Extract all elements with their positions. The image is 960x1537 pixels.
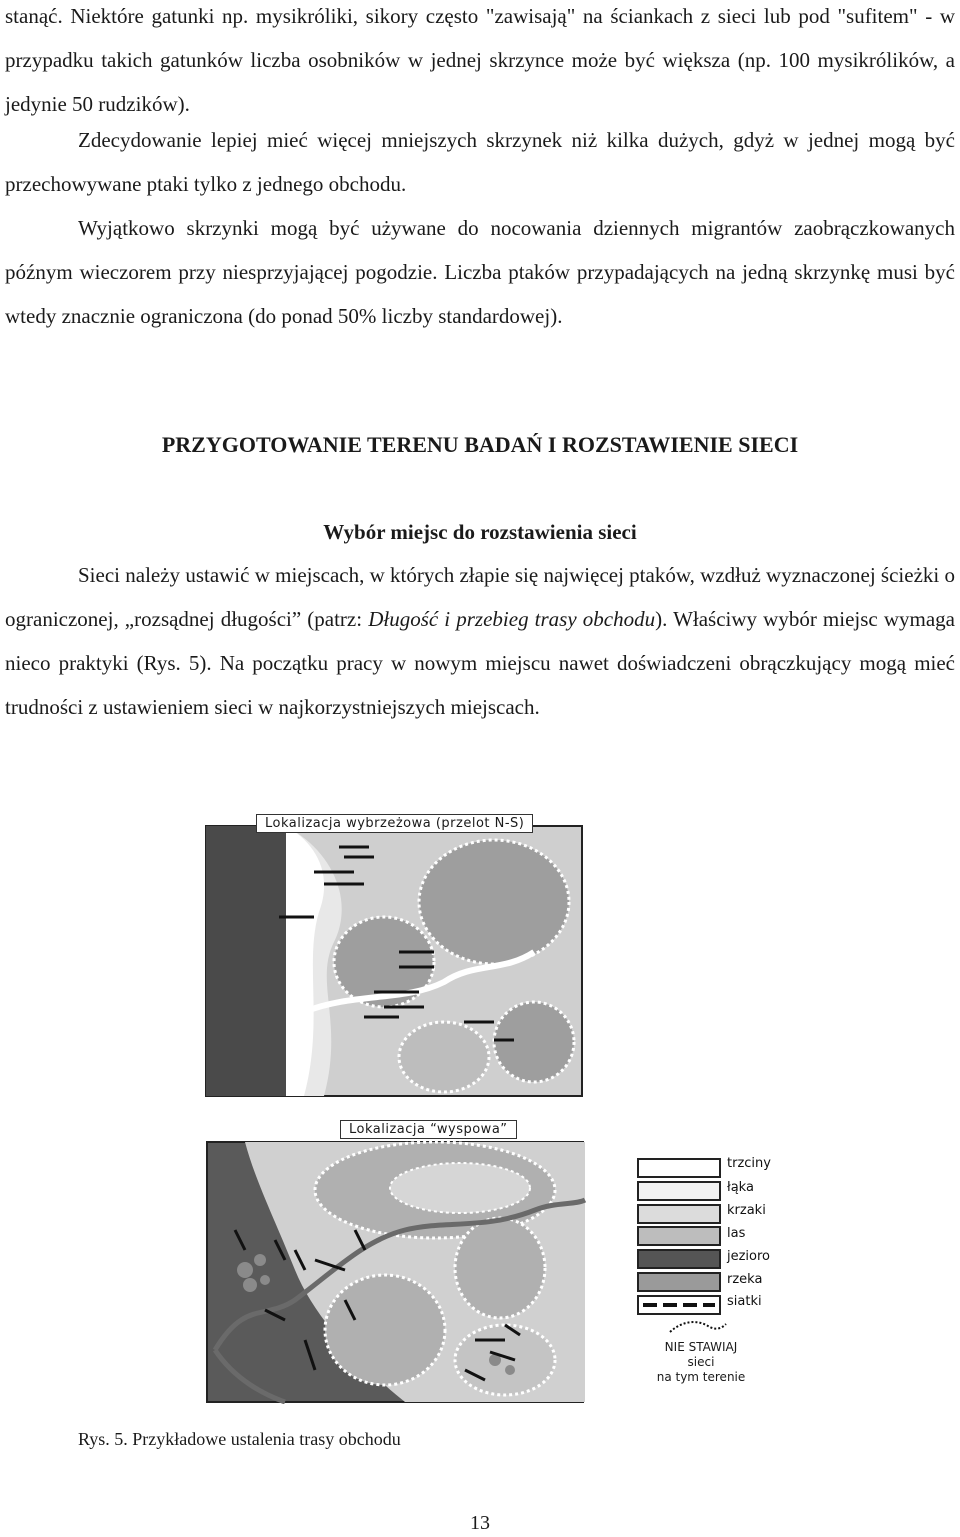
net-placement-text-start: Sieci należy ustawić w miejscach, w których złapie się najwięcej ptaków, wzdłuż wyznaczonej ścieżki o ograniczonej, „rozsądnej długości” (patrz:: [5, 563, 955, 631]
island-map-drawing: [205, 1120, 587, 1404]
legend-label-las: las: [727, 1226, 746, 1241]
coastal-map-title: Lokalizacja wybrzeżowa (przelot N-S): [256, 814, 533, 833]
section-heading: PRZYGOTOWANIE TERENU BADAŃ I ROZSTAWIENIE SIECI: [161, 432, 799, 457]
figure-caption: Rys. 5. Przykładowe ustalenia trasy obchodu: [78, 1429, 401, 1449]
legend-swatch-laka: [637, 1181, 721, 1201]
do-not-place-line2: sieci: [687, 1355, 715, 1369]
subsection-heading: Wybór miejsc do rozstawienia sieci: [323, 520, 637, 544]
paragraph-continuation: stanąć. Niektóre gatunki np. mysikróliki, sikory często "zawisają" na ściankach z sieci lub pod "sufitem" - w przypadku takich gatunków liczba osobników w jednej skrzynce może być większa (np. 100 mysikrólików, a jedynie 50 rudzików).: [5, 4, 955, 116]
legend-label-krzaki: krzaki: [727, 1203, 766, 1218]
do-not-place-note: [651, 1340, 751, 1385]
legend-swatch-jezioro: [637, 1249, 721, 1269]
island-map-title: Lokalizacja “wyspowa”: [340, 1120, 517, 1139]
legend-swatch-trzciny: [637, 1158, 721, 1178]
legend-swatch-las: [637, 1226, 721, 1246]
paragraph-box-size: Zdecydowanie lepiej mieć więcej mniejszych skrzynek niż kilka dużych, gdyż w jednej mogą być przechowywane ptaki tylko z jednego obchodu.: [5, 128, 955, 196]
island-location-map: [205, 1120, 587, 1404]
legend-label-jezioro: jezioro: [727, 1249, 771, 1264]
legend-swatch-krzaki: [637, 1204, 721, 1224]
dotted-boundary-icon: [668, 1318, 728, 1338]
legend-swatch-siatki: [637, 1295, 721, 1315]
paragraph-migrants: Wyjątkowo skrzynki mogą być używane do nocowania dziennych migrantów zaobrączkowanych późnym wieczorem przy niesprzyjającej pogodzie. Liczba ptaków przypadających na jedną skrzynkę musi być wtedy znacznie ograniczona (do ponad 50% liczby standardowej).: [5, 216, 955, 328]
do-not-place-line3: na tym terenie: [656, 1370, 746, 1384]
coastal-location-map: [204, 812, 586, 1098]
legend-swatch-rzeka: [637, 1272, 721, 1292]
coastal-map-drawing: [204, 812, 586, 1098]
legend-label-laka: łąka: [727, 1180, 754, 1195]
cross-reference-italic[interactable]: Długość i przebieg trasy obchodu: [368, 607, 656, 631]
paragraph-net-placement: [5, 553, 955, 729]
net-pattern-icon: [639, 1297, 719, 1313]
legend-label-siatki: siatki: [727, 1294, 762, 1309]
legend-label-rzeka: rzeka: [727, 1272, 763, 1287]
page-number: 13: [470, 1512, 490, 1534]
legend-label-trzciny: trzciny: [727, 1156, 771, 1171]
net-placement-text-end: ). Właściwy wybór miejsc wymaga nieco praktyki (Rys. 5). Na początku pracy w nowym miejscu nawet doświadczeni obrączkujący mogą mieć trudności z ustawieniem sieci w najkorzystniejszych miejscach.: [5, 607, 955, 719]
do-not-place-line1: NIE STAWIAJ: [664, 1340, 738, 1354]
